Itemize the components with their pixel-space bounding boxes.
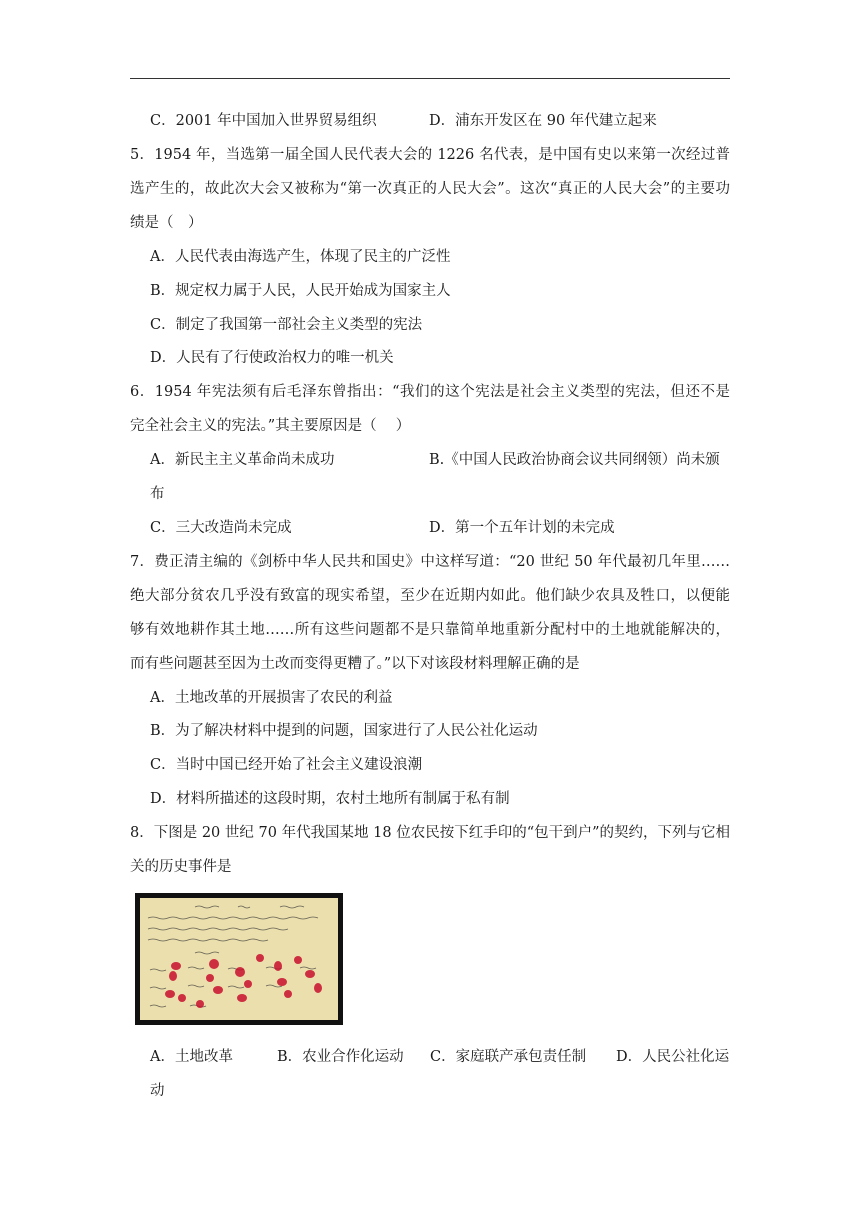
q8-option-c: C．家庭联产承包责任制 [430,1049,587,1065]
q7-option-d: D．材料所描述的这段时期，农村土地所有制属于私有制 [150,791,510,807]
q8-option-b: B．农业合作化运动 [277,1049,404,1065]
q8-option-d: D．人民公社化运 [616,1049,730,1065]
contract-photo [135,893,343,1025]
q6-option-c: C．三大改造尚未完成 [150,520,292,536]
q4-option-d: D．浦东开发区在 90 年代建立起来 [429,113,657,129]
q8-option-a: A．土地改革 [150,1049,233,1065]
q6-option-b-wrap: 布 [150,486,165,502]
q8-stem-line-2: 关的历史事件是 [130,859,232,875]
q6-stem-line-2: 完全社会主义的宪法。”其主要原因是（ ） [130,418,411,434]
q5-stem-line-3: 绩是（ ） [130,215,203,231]
q5-option-c: C．制定了我国第一部社会主义类型的宪法 [150,317,423,333]
q7-stem-line-3: 够有效地耕作其土地……所有这些问题都不是只靠简单地重新分配村中的土地就能解决的， [130,622,730,638]
q5-option-a: A．人民代表由海选产生，体现了民主的广泛性 [150,249,451,265]
q6-option-b: B.《中国人民政治协商会议共同纲领）尚未颁 [429,452,720,468]
q7-option-c: C．当时中国已经开始了社会主义建设浪潮 [150,757,423,773]
q5-stem-line-2: 选产生的，故此次大会又被称为“第一次真正的人民大会”。这次“真正的人民大会”的主要功 [130,181,730,197]
q5-option-d: D．人民有了行使政治权力的唯一机关 [150,350,394,366]
q4-option-c: C．2001 年中国加入世界贸易组织 [150,113,377,129]
header-rule [130,78,730,79]
q6-option-d: D．第一个五年计划的未完成 [429,520,615,536]
q5-option-b: B．规定权力属于人民，人民开始成为国家主人 [150,283,451,299]
q7-stem-line-4: 而有些问题甚至因为土改而变得更糟了。”以下对该段材料理解正确的是 [130,656,580,672]
q6-option-a: A．新民主主义革命尚未成功 [150,452,335,468]
q6-stem-line-1: 6．1954 年宪法须有后毛泽东曾指出：“我们的这个宪法是社会主义类型的宪法，但还不是 [130,384,730,400]
q7-option-b: B．为了解决材料中提到的问题，国家进行了人民公社化运动 [150,723,538,739]
q5-stem-line-1: 5．1954 年，当选第一届全国人民代表大会的 1226 名代表，是中国有史以来第一次经过普 [130,147,730,163]
q7-stem-line-2: 绝大部分贫农几乎没有致富的现实希望，至少在近期内如此。他们缺少农具及牲口，以便能 [130,588,730,604]
q8-option-d-wrap: 动 [150,1083,165,1099]
q7-option-a: A．土地改革的开展损害了农民的利益 [150,690,393,706]
contract-image [140,898,338,1020]
q7-stem-line-1: 7．费正清主编的《剑桥中华人民共和国史》中这样写道：“20 世纪 50 年代最初几年里…… [130,554,730,570]
q8-stem-line-1: 8．下图是 20 世纪 70 年代我国某地 18 位农民按下红手印的“包干到户”的契约，下列与它相 [130,825,731,841]
